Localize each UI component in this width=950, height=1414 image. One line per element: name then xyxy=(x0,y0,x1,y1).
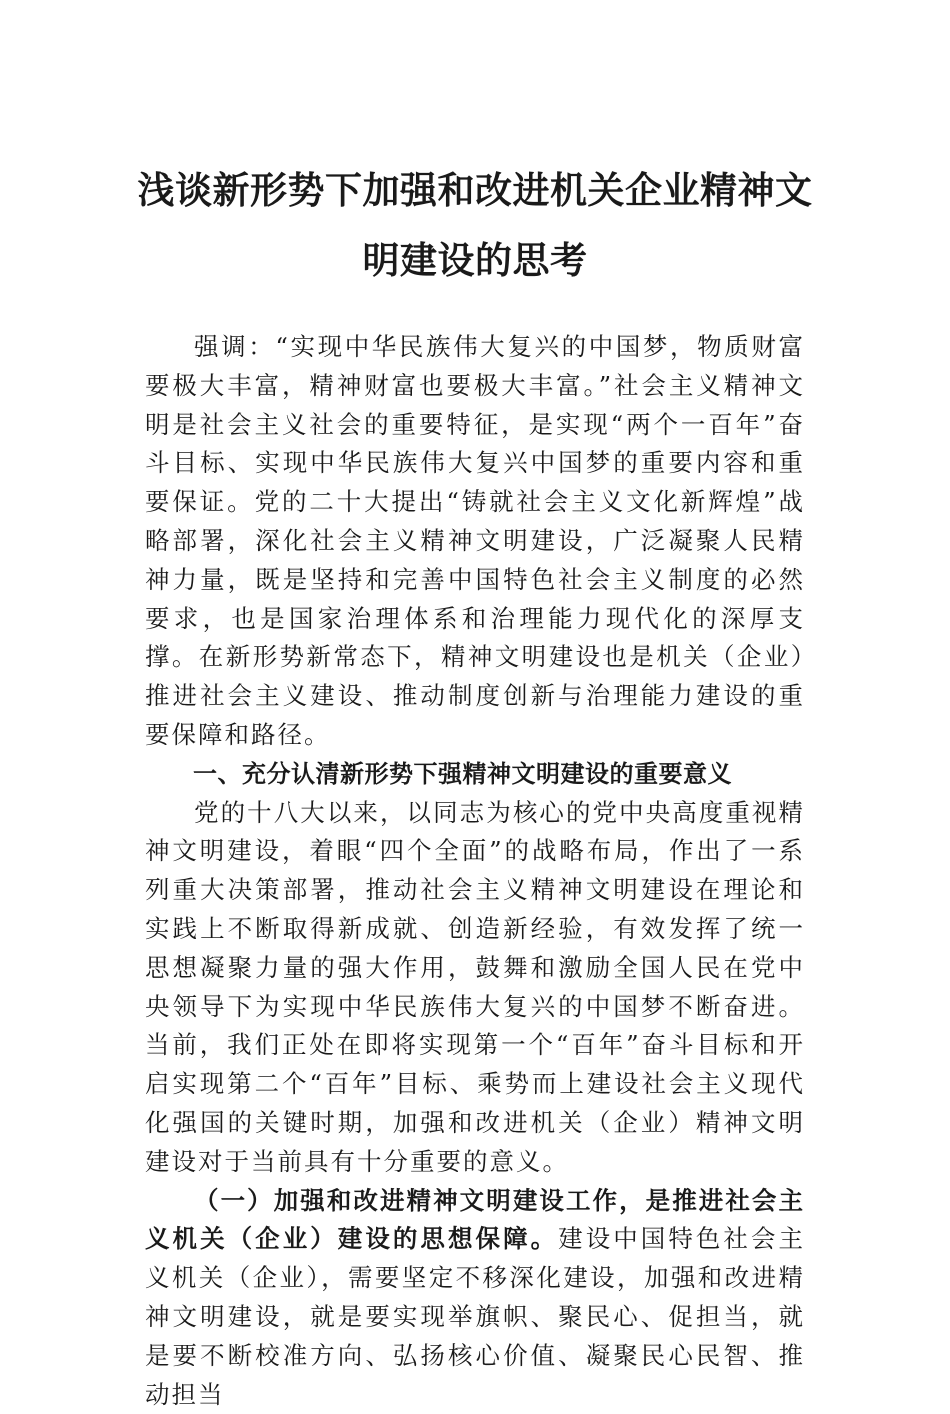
paragraph-subsection-1 xyxy=(145,1182,805,1414)
document-title xyxy=(130,155,820,295)
document-body xyxy=(145,328,805,1414)
section-heading-1: 一、充分认清新形势下强精神文明建设的重要意义 xyxy=(193,759,732,788)
title-line-2: 明建设的思考 xyxy=(362,238,588,282)
paragraph-intro: 强调：“实现中华民族伟大复兴的中国梦，物质财富要极大丰富，精神财富也要极大丰富。”社会主义精神文明是社会主义社会的重要特征，是实现“两个一百年”奋斗目标、实现中华民族伟大复兴中国梦的重要内容和重要保证。党的二十大提出“铸就社会主义文化新辉煌”战略部署，深化社会主义精神文明建设，广泛凝聚人民精神力量，既是坚持和完善中国特色社会主义制度的必然要求，也是国家治理体系和治理能力现代化的深厚支撑。在新形势新常态下，精神文明建设也是机关（企业）推进社会主义建设、推动制度创新与治理能力建设的重要保障和路径。 xyxy=(145,332,805,749)
subsection-1-lead: （一）加强和改进精神文明建设工作，是推进社会主义机关（企业）建设的思想保障。 xyxy=(145,1185,805,1254)
title-line-1: 浅谈新形势下加强和改进机关企业精神文 xyxy=(137,168,813,212)
subsection-1-text: 建设中国特色社会主义机关（企业），需要坚定不移深化建设，加强和改进精神文明建设，就是要实现举旗帜、聚民心、促担当，就是要不断校准方向、弘扬核心价值、凝聚民心民智、推动担当 xyxy=(145,1224,806,1409)
paragraph-significance: 党的十八大以来，以同志为核心的党中央高度重视精神文明建设，着眼“四个全面”的战略布局，作出了一系列重大决策部署，推动社会主义精神文明建设在理论和实践上不断取得新成就、创造新经验，有效发挥了统一思想凝聚力量的强大作用，鼓舞和激励全国人民在党中央领导下为实现中华民族伟大复兴的中国梦不断奋进。当前，我们正处在即将实现第一个“百年”奋斗目标和开启实现第二个“百年”目标、乘势而上建设社会主义现代化强国的关键时期，加强和改进机关（企业）精神文明建设对于当前具有十分重要的意义。 xyxy=(145,797,805,1176)
